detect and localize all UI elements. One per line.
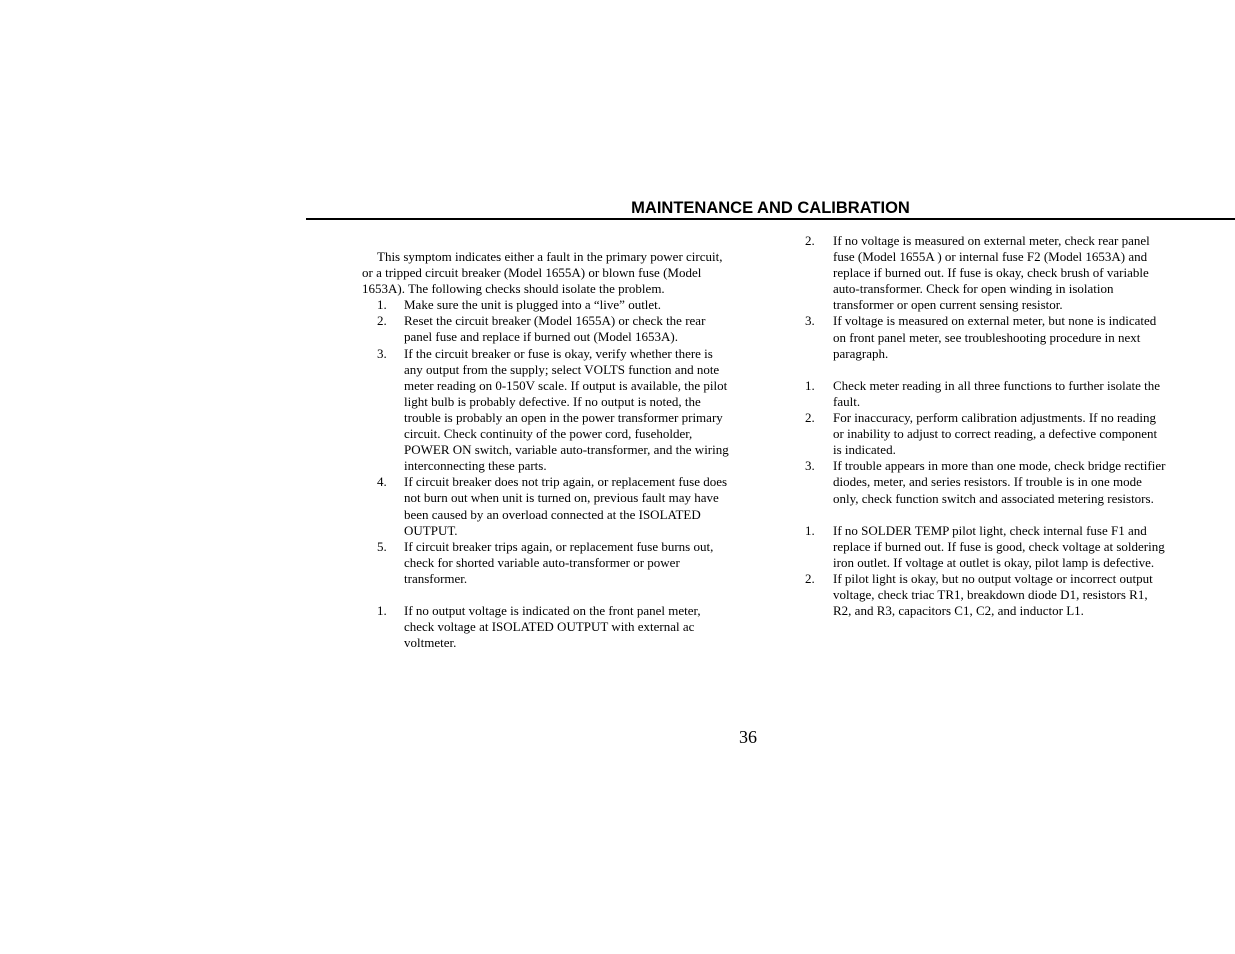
item-text: If no output voltage is indicated on the front panel meter, check voltage at ISOLATED OUTPUT with external ac voltmeter. bbox=[404, 603, 701, 651]
page-title: MAINTENANCE AND CALIBRATION bbox=[631, 199, 910, 217]
item-number: 1. bbox=[377, 297, 387, 313]
item-text: If the circuit breaker or fuse is okay, verify whether there is any output from the supply; select VOLTS function and note meter reading on 0-150V scale. If output is available, the pilot light bulb is probably defective. If no output is noted, the trouble is probably an open in the power transformer primary circuit. Check continuity of the power cord, fuseholder, POWER ON switch, variable auto-transformer, and the wiring interconnecting these parts. bbox=[404, 345, 729, 474]
item-text: If voltage is measured on external meter, but none is indicated on front panel meter, see troubleshooting procedure in next paragraph. bbox=[833, 313, 1157, 361]
list-item bbox=[362, 346, 734, 475]
left-column bbox=[362, 249, 734, 651]
item-number: 4. bbox=[377, 474, 387, 490]
item-number: 5. bbox=[377, 538, 387, 554]
left-list-b bbox=[362, 603, 734, 651]
list-item bbox=[362, 603, 734, 651]
page-number: 36 bbox=[739, 727, 757, 747]
right-list-a bbox=[805, 233, 1167, 362]
intro-paragraph: This symptom indicates either a fault in the primary power circuit, or a tripped circuit breaker (Model 1655A) or blown fuse (Model 1653A). The following checks should isolate the problem. bbox=[362, 249, 723, 297]
item-text: Make sure the unit is plugged into a “live” outlet. bbox=[404, 297, 662, 313]
right-column bbox=[805, 233, 1167, 619]
item-number: 2. bbox=[805, 233, 815, 248]
right-list-b bbox=[805, 378, 1167, 507]
section-gap bbox=[805, 362, 1167, 378]
item-text: If no SOLDER TEMP pilot light, check internal fuse F1 and replace if burned out. If fuse is good, check voltage at soldering iron outlet. If voltage at outlet is okay, pilot lamp is defective. bbox=[833, 522, 1165, 570]
item-text: If circuit breaker does not trip again, or replacement fuse does not burn out when unit is turned on, previous fault may have been caused by an overload connected at the ISOLATED OUTPUT. bbox=[404, 474, 728, 538]
item-text: If no voltage is measured on external meter, check rear panel fuse (Model 1655A ) or internal fuse F2 (Model 1653A) and replace if burned out. If fuse is okay, check brush of variable auto-transformer. Check for open winding in isolation transformer or open current sensing resistor. bbox=[833, 233, 1150, 313]
section-gap bbox=[805, 507, 1167, 523]
list-item bbox=[362, 474, 734, 538]
list-item bbox=[805, 523, 1167, 571]
item-number: 1. bbox=[805, 377, 815, 393]
list-item bbox=[362, 539, 734, 587]
right-list-c bbox=[805, 523, 1167, 620]
item-number: 3. bbox=[805, 313, 815, 329]
item-number: 1. bbox=[377, 603, 387, 619]
header-divider bbox=[306, 218, 1235, 220]
item-number: 2. bbox=[805, 570, 815, 586]
item-text: If trouble appears in more than one mode, check bridge rectifier diodes, meter, and series resistors. If trouble is in one mode only, check function switch and associated metering resistors. bbox=[833, 458, 1166, 506]
item-text: If circuit breaker trips again, or replacement fuse burns out, check for shorted variable auto-transformer or power transformer. bbox=[404, 538, 714, 586]
item-text: For inaccuracy, perform calibration adjustments. If no reading or inability to adjust to correct reading, a defective component is indicated. bbox=[833, 410, 1158, 458]
item-text: Check meter reading in all three functions to further isolate the fault. bbox=[833, 377, 1161, 409]
item-number: 2. bbox=[377, 313, 387, 329]
list-item bbox=[805, 571, 1167, 619]
list-item bbox=[362, 297, 734, 313]
item-number: 3. bbox=[805, 458, 815, 474]
item-number: 3. bbox=[377, 345, 387, 361]
list-item bbox=[362, 313, 734, 345]
section-gap bbox=[362, 587, 734, 603]
list-item bbox=[805, 313, 1167, 361]
list-item bbox=[805, 410, 1167, 458]
item-text: Reset the circuit breaker (Model 1655A) or check the rear panel fuse and replace if burned out (Model 1653A). bbox=[404, 313, 706, 345]
left-list-a bbox=[362, 297, 734, 587]
item-number: 1. bbox=[805, 522, 815, 538]
list-item bbox=[805, 458, 1167, 506]
item-text: If pilot light is okay, but no output voltage or incorrect output voltage, check triac TR1, breakdown diode D1, resistors R1, R2, and R3, capacitors C1, C2, and inductor L1. bbox=[833, 570, 1153, 619]
item-number: 2. bbox=[805, 410, 815, 426]
list-item bbox=[805, 233, 1167, 313]
list-item bbox=[805, 378, 1167, 410]
